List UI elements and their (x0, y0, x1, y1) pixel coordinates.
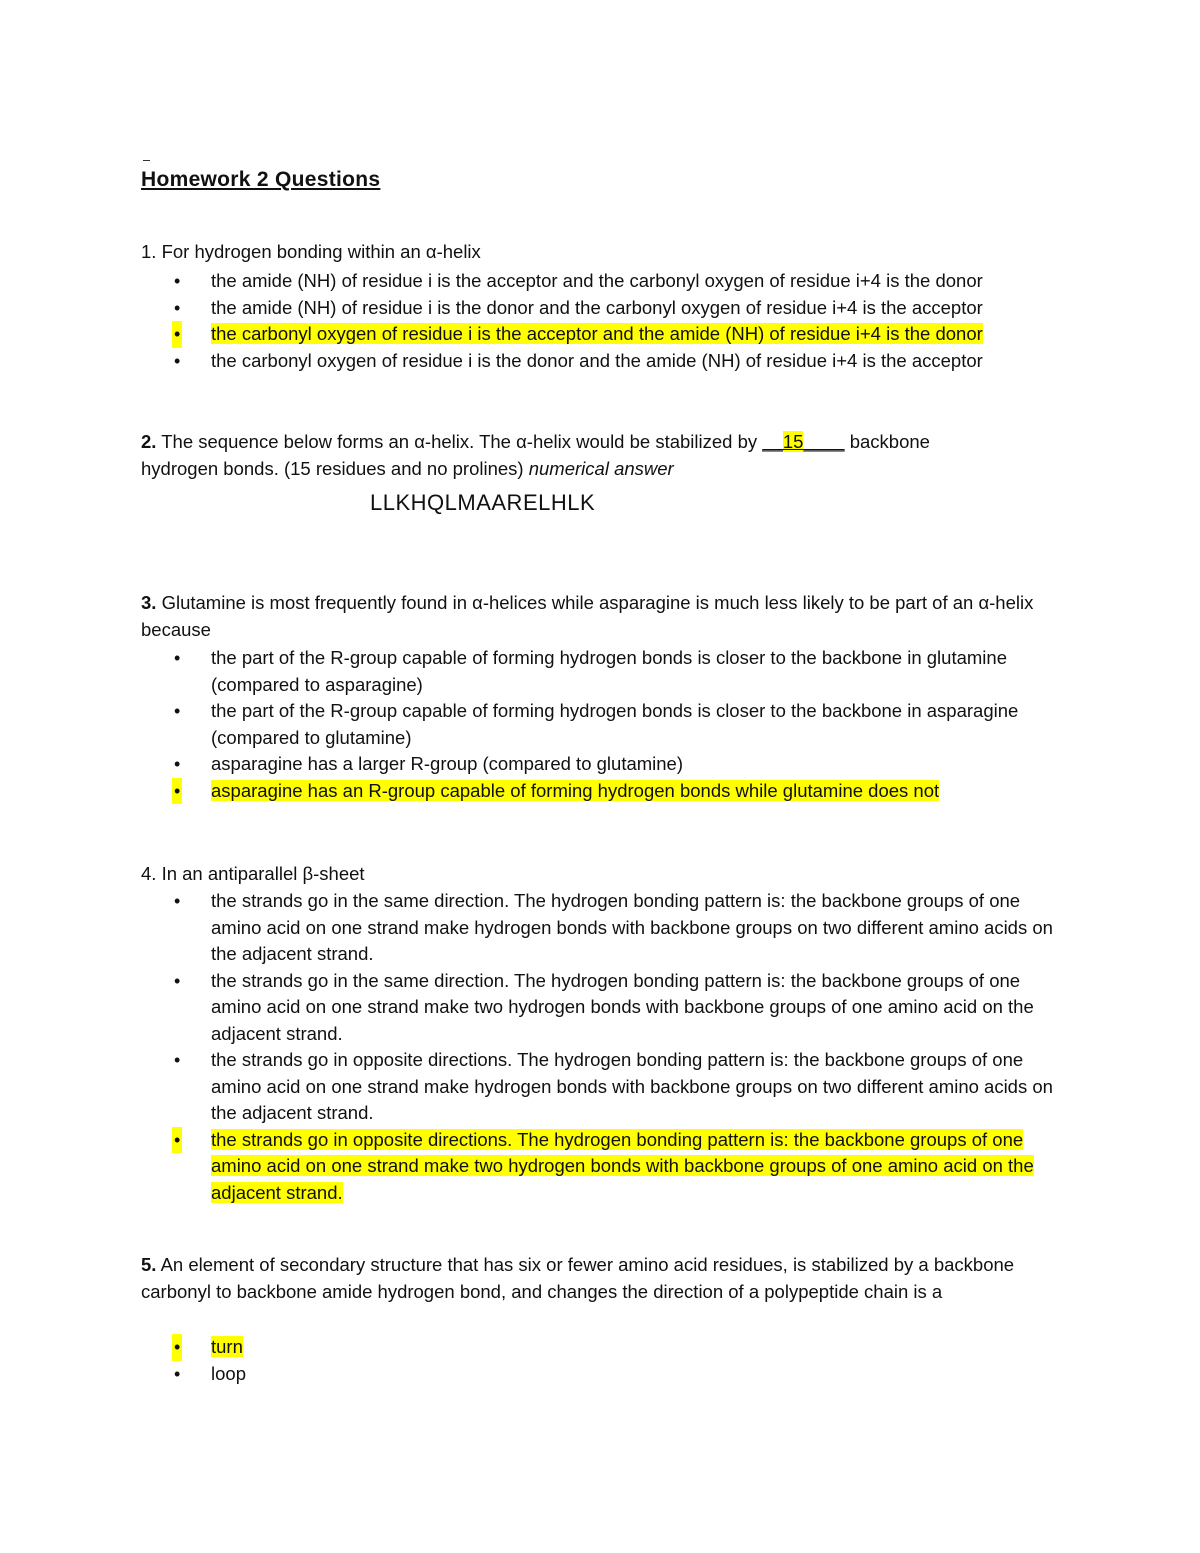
option: • the strands go in the same direction. The hydrogen bonding pattern is: the backbone groups of one amino acid on one strand make two hydrogen bonds with backbone groups of one amino acid on the adjacent strand. (174, 969, 1034, 1044)
question-4 (141, 860, 1061, 887)
option: • the part of the R-group capable of forming hydrogen bonds is closer to the backbone in asparagine (compared to glutamine) (174, 700, 1019, 748)
question-5-options (141, 1334, 1061, 1387)
bullet-icon: • (174, 297, 181, 318)
question-3 (141, 589, 1066, 643)
answer-blank: 15 (782, 431, 804, 452)
option: • asparagine has a larger R-group (compared to glutamine) (141, 751, 1061, 778)
question-text: Glutamine is most frequently found in α-helices while asparagine is much less likely to be part of an α-helix because (141, 592, 1034, 640)
bullet-icon: • (172, 1127, 182, 1154)
underscore-mark (143, 160, 150, 161)
option: • the amide (NH) of residue i is the donor and the carbonyl oxygen of residue i+4 is the acceptor (141, 295, 1061, 322)
blank-line: ____ (803, 431, 845, 452)
bullet-icon: • (174, 1050, 181, 1070)
question-text: An element of secondary structure that has six or fewer amino acid residues, is stabilized by a backbone carbonyl to backbone amide hydrogen bond, and changes the direction of a polypeptide chain is a (141, 1254, 1015, 1302)
option-highlighted-answer: • asparagine has an R-group capable of forming hydrogen bonds while glutamine does not (141, 778, 1061, 805)
question-1-options (141, 268, 1061, 374)
question-1 (141, 238, 1061, 265)
question-text: The sequence below forms an α-helix. The α-helix would be stabilized by (161, 431, 758, 452)
bullet-icon: • (174, 754, 181, 774)
bullet-icon: • (172, 1334, 182, 1361)
question-number: 4. (141, 863, 157, 884)
answer-type-note: numerical answer (528, 458, 674, 479)
bullet-icon: • (172, 321, 182, 348)
question-text: In an antiparallel β-sheet (161, 863, 365, 884)
bullet-icon: • (174, 701, 181, 721)
bullet-icon: • (174, 350, 181, 371)
page-title: Homework 2 Questions (141, 168, 381, 191)
bullet-icon: • (174, 1363, 181, 1384)
bullet-icon: • (174, 891, 181, 911)
blank-line: __ (762, 431, 783, 452)
question-4-options (141, 888, 1061, 1206)
option: • the strands go in opposite directions. The hydrogen bonding pattern is: the backbone groups of one amino acid on one strand make hydrogen bonds with backbone groups on two different amino acids on the adjacent strand. (174, 1049, 1053, 1123)
question-number: 3. (141, 592, 157, 613)
option: • the strands go in the same direction. The hydrogen bonding pattern is: the backbone groups of one amino acid on one strand make hydrogen bonds with backbone groups on two different amino acids on the adjacent strand. (174, 890, 1053, 964)
question-text: For hydrogen bonding within an α-helix (161, 241, 481, 262)
question-text: backbone (849, 431, 930, 452)
bullet-icon: • (174, 970, 181, 991)
question-2 (141, 428, 1061, 482)
question-number: 5. (141, 1254, 157, 1275)
bullet-icon: • (174, 648, 181, 668)
question-number: 2. (141, 431, 157, 452)
option: • the carbonyl oxygen of residue i is the donor and the amide (NH) of residue i+4 is the acceptor (141, 348, 1061, 375)
option-highlighted-answer: • the carbonyl oxygen of residue i is the acceptor and the amide (NH) of residue i+4 is the donor (141, 321, 1061, 348)
option: • the part of the R-group capable of forming hydrogen bonds is closer to the backbone in glutamine (compared to asparagine) (174, 647, 1007, 695)
option: • the amide (NH) of residue i is the acceptor and the carbonyl oxygen of residue i+4 is the donor (141, 268, 1061, 295)
bullet-icon: • (172, 778, 182, 805)
question-5 (141, 1251, 1066, 1305)
option-highlighted-answer: • turn (141, 1334, 1061, 1361)
option: • loop (141, 1361, 1061, 1388)
peptide-sequence: LLKHQLMAARELHLK (370, 490, 596, 515)
question-number: 1. (141, 241, 157, 262)
option-highlighted-answer: • the strands go in opposite directions. The hydrogen bonding pattern is: the backbone groups of one amino acid on one strand make two hydrogen bonds with backbone groups of one amino acid on the adjacent strand. (174, 1128, 1034, 1203)
bullet-icon: • (174, 271, 181, 291)
question-3-options (141, 645, 1061, 804)
question-text: hydrogen bonds. (15 residues and no prolines) (141, 458, 524, 479)
